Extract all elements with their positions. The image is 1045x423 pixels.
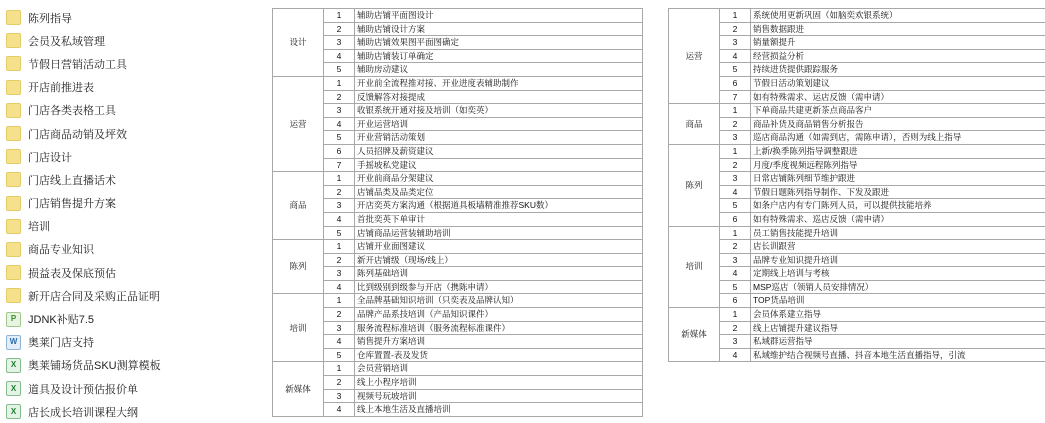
table-row [669, 117, 1045, 131]
table-index-cell: 1 [324, 240, 355, 254]
table-text-cell: 店长训跟营 [751, 240, 1045, 254]
table-row [273, 76, 643, 90]
table-index-cell: 2 [720, 117, 751, 131]
table-index-cell: 4 [324, 280, 355, 294]
table-row [669, 212, 1045, 226]
table-index-cell: 5 [720, 199, 751, 213]
table-text-cell: 开业前商品分架建议 [355, 172, 643, 186]
table-text-cell: 私域群运营指导 [751, 335, 1045, 349]
file-name-label: 损益表及保底预估 [28, 265, 116, 281]
file-name-label: 商品专业知识 [28, 241, 94, 257]
table-text-cell: 节假日题陈列指导制作、下发及跟进 [751, 185, 1045, 199]
table-text-cell: 辅助店铺平面图设计 [355, 9, 643, 23]
table-category-cell: 陈列 [273, 240, 324, 294]
table-index-cell: 1 [720, 308, 751, 322]
table-text-cell: MSP巡店（领销人员安排情况） [751, 280, 1045, 294]
table-index-cell: 3 [324, 199, 355, 213]
table-row [669, 22, 1045, 36]
table-text-cell: 服务流程标准培训（服务流程标准课件） [355, 321, 643, 335]
table-text-cell: 品牌专业知识提升培训 [751, 253, 1045, 267]
table-row [669, 226, 1045, 240]
file-list-item[interactable] [0, 29, 200, 52]
file-list-item[interactable] [0, 377, 200, 400]
table-index-cell: 4 [324, 335, 355, 349]
table-index-cell: 6 [720, 212, 751, 226]
file-name-label: 奥莱铺场货品SKU测算模板 [28, 357, 161, 373]
table-text-cell: 开业营销活动策划 [355, 131, 643, 145]
file-name-label: 门店销售提升方案 [28, 195, 116, 211]
table-row [273, 212, 643, 226]
support-table-ongoing [668, 8, 1045, 362]
table-index-cell: 4 [324, 117, 355, 131]
table-text-cell: 下单商品共建更新茶点商品客户 [751, 104, 1045, 118]
table-text-cell: 上新/换季陈列指导调整跟进 [751, 144, 1045, 158]
folder-icon [6, 219, 21, 234]
table-text-cell: 私域维护结合视频号直播、抖音本地生活直播指导，引流 [751, 348, 1045, 362]
table-row [273, 253, 643, 267]
table-index-cell: 2 [324, 185, 355, 199]
table-index-cell: 1 [324, 362, 355, 376]
table-row [273, 185, 643, 199]
file-list-item[interactable] [0, 122, 200, 145]
table-index-cell: 1 [720, 9, 751, 23]
table-row [669, 321, 1045, 335]
table-row [669, 253, 1045, 267]
table-index-cell: 2 [720, 22, 751, 36]
table-category-cell: 运营 [669, 9, 720, 104]
file-name-label: 节假日营销活动工具 [28, 56, 127, 72]
table-row [273, 199, 643, 213]
table-row [669, 131, 1045, 145]
table-index-cell: 4 [720, 185, 751, 199]
table-index-cell: 5 [720, 63, 751, 77]
table-index-cell: 3 [720, 172, 751, 186]
table-index-cell: 4 [324, 49, 355, 63]
file-name-label: JDNK补贴7.5 [28, 311, 94, 327]
table-category-cell: 商品 [669, 104, 720, 145]
table-row [273, 36, 643, 50]
table-index-cell: 5 [324, 348, 355, 362]
folder-icon [6, 103, 21, 118]
file-list-item[interactable] [0, 76, 200, 99]
table-text-cell: 商品补货及商品销售分析报告 [751, 117, 1045, 131]
table-index-cell: 6 [720, 294, 751, 308]
table-row [273, 49, 643, 63]
table-row [669, 199, 1045, 213]
table-category-cell: 培训 [273, 294, 324, 362]
table-text-cell: 手摇坡私党建议 [355, 158, 643, 172]
file-list-item[interactable] [0, 331, 200, 354]
file-name-label: 门店线上直播话术 [28, 172, 116, 188]
table-row [273, 403, 643, 417]
table-text-cell: 首批奕英下单审计 [355, 212, 643, 226]
file-name-label: 道具及设计预估报价单 [28, 381, 138, 397]
pdf-icon: P [6, 312, 21, 327]
table-text-cell: 辅助店铺设计方案 [355, 22, 643, 36]
table-row [669, 185, 1045, 199]
table-row [273, 376, 643, 390]
table-text-cell: 日常店铺陈列细节维护跟进 [751, 172, 1045, 186]
table-index-cell: 6 [324, 144, 355, 158]
table-text-cell: 仓库置置-表及发货 [355, 348, 643, 362]
table-index-cell: 5 [324, 226, 355, 240]
file-list-item[interactable] [0, 284, 200, 307]
table-index-cell: 1 [324, 76, 355, 90]
table-text-cell: 线上小程序培训 [355, 376, 643, 390]
folder-icon [6, 56, 21, 71]
table-index-cell: 4 [720, 267, 751, 281]
table-index-cell: 1 [324, 294, 355, 308]
table-row [273, 280, 643, 294]
folder-icon [6, 126, 21, 141]
file-name-label: 开店前推进表 [28, 79, 94, 95]
table-index-cell: 3 [720, 335, 751, 349]
table-index-cell: 4 [720, 348, 751, 362]
table-row [273, 90, 643, 104]
file-list-item[interactable] [0, 6, 200, 29]
table-index-cell: 2 [720, 240, 751, 254]
table-row [669, 335, 1045, 349]
file-name-label: 门店各类表格工具 [28, 102, 116, 118]
table-row [669, 104, 1045, 118]
table-row [273, 362, 643, 376]
table-row [669, 158, 1045, 172]
table-text-cell: 开店奕英方案沟通（根据道具板墙精准推荐SKU数） [355, 199, 643, 213]
table-index-cell: 5 [324, 131, 355, 145]
table-text-cell: 销售数据跟进 [751, 22, 1045, 36]
table-row [669, 90, 1045, 104]
table-row [669, 172, 1045, 186]
xls-icon: X [6, 358, 21, 373]
table-row [273, 104, 643, 118]
table-row [273, 267, 643, 281]
table-row [273, 321, 643, 335]
file-list-item[interactable] [0, 168, 200, 191]
table-index-cell: 5 [720, 280, 751, 294]
table-index-cell: 1 [720, 144, 751, 158]
table-index-cell: 3 [324, 104, 355, 118]
folder-icon [6, 10, 21, 25]
table-index-cell: 6 [720, 76, 751, 90]
table-text-cell: 如有特殊需求、运店反馈（需申请） [751, 90, 1045, 104]
folder-icon [6, 33, 21, 48]
table-category-cell: 设计 [273, 9, 324, 77]
table-index-cell: 3 [720, 131, 751, 145]
table-row [273, 308, 643, 322]
table-text-cell: 员工销售技能提升培训 [751, 226, 1045, 240]
table-text-cell: 经营损益分析 [751, 49, 1045, 63]
table-row [273, 144, 643, 158]
file-list-item[interactable] [0, 307, 200, 330]
xls-icon: X [6, 404, 21, 419]
table-index-cell: 4 [324, 403, 355, 417]
folder-icon [6, 288, 21, 303]
file-name-label: 培训 [28, 218, 50, 234]
table-text-cell: 辅助店铺装订单确定 [355, 49, 643, 63]
table-index-cell: 2 [324, 376, 355, 390]
table-index-cell: 2 [324, 253, 355, 267]
table-row [669, 76, 1045, 90]
table-index-cell: 1 [720, 226, 751, 240]
table-index-cell: 4 [324, 212, 355, 226]
table-row [273, 348, 643, 362]
file-name-label: 奥莱门店支持 [28, 334, 94, 350]
table-text-cell: 新开店铺级（现场/线上） [355, 253, 643, 267]
table-index-cell: 2 [324, 22, 355, 36]
table-index-cell: 3 [324, 36, 355, 50]
folder-icon [6, 242, 21, 257]
table-index-cell: 1 [324, 172, 355, 186]
table-row [273, 63, 643, 77]
folder-icon [6, 149, 21, 164]
file-name-label: 门店商品动销及坪效 [28, 126, 127, 142]
file-list-item[interactable] [0, 192, 200, 215]
table-row [273, 335, 643, 349]
table-row [273, 131, 643, 145]
table-category-cell: 培训 [669, 226, 720, 308]
table-text-cell: 会员体系建立指导 [751, 308, 1045, 322]
table-row [273, 22, 643, 36]
file-name-label: 门店设计 [28, 149, 72, 165]
table-text-cell: 月度/季度视频远程陈列指导 [751, 158, 1045, 172]
table-index-cell: 1 [324, 9, 355, 23]
table-index-cell: 7 [720, 90, 751, 104]
table-row [669, 294, 1045, 308]
file-list-item[interactable] [0, 145, 200, 168]
table-row [669, 280, 1045, 294]
table-text-cell: 视频号玩坡培训 [355, 389, 643, 403]
file-list-item[interactable] [0, 261, 200, 284]
folder-icon [6, 265, 21, 280]
table-text-cell: 辅助房动建议 [355, 63, 643, 77]
table-index-cell: 2 [720, 158, 751, 172]
table-text-cell: 持续进货提供跟踪服务 [751, 63, 1045, 77]
table-row [669, 49, 1045, 63]
table-row [273, 172, 643, 186]
table-index-cell: 1 [720, 104, 751, 118]
table-index-cell: 2 [720, 321, 751, 335]
table-row [273, 117, 643, 131]
table-index-cell: 3 [720, 36, 751, 50]
table-text-cell: 巡店商品沟通（如需到店，需陈申请），否则为线上指导 [751, 131, 1045, 145]
support-table-opening [272, 8, 643, 417]
table-text-cell: TOP货品培训 [751, 294, 1045, 308]
table-text-cell: 比到级别到级参与开店（携陈申请） [355, 280, 643, 294]
doc-icon: W [6, 335, 21, 350]
file-list-item[interactable] [0, 354, 200, 377]
file-list-item[interactable] [0, 238, 200, 261]
table-text-cell: 人员招牌及薪资建议 [355, 144, 643, 158]
file-name-label: 新开店合同及采购正品证明 [28, 288, 160, 304]
table-text-cell: 开业运营培训 [355, 117, 643, 131]
file-list-item[interactable] [0, 400, 200, 423]
table-row [669, 36, 1045, 50]
table-row [669, 348, 1045, 362]
table-text-cell: 节假日活动策划建议 [751, 76, 1045, 90]
folder-icon [6, 172, 21, 187]
table-index-cell: 4 [720, 49, 751, 63]
table-row [273, 389, 643, 403]
file-list-sidebar [0, 0, 200, 403]
table-text-cell: 辅助店铺效果图平面图确定 [355, 36, 643, 50]
file-name-label: 陈列指导 [28, 10, 72, 26]
table-index-cell: 3 [324, 389, 355, 403]
table-row [669, 240, 1045, 254]
table-text-cell: 店铺开业面图建议 [355, 240, 643, 254]
folder-icon [6, 196, 21, 211]
xls-icon: X [6, 381, 21, 396]
table-category-cell: 运营 [273, 76, 324, 171]
table-text-cell: 反馈解答对接提成 [355, 90, 643, 104]
table-row [669, 63, 1045, 77]
table-category-cell: 陈列 [669, 144, 720, 226]
file-list-item[interactable] [0, 99, 200, 122]
table-index-cell: 2 [324, 90, 355, 104]
table-text-cell: 收银系统开通对接及培训（如奕英） [355, 104, 643, 118]
table-row [273, 240, 643, 254]
table-text-cell: 线上本地生活及直播培训 [355, 403, 643, 417]
table-text-cell: 销售提升方案培训 [355, 335, 643, 349]
table-text-cell: 店铺品类及品类定位 [355, 185, 643, 199]
table-text-cell: 系统使用更新巩固（如脑奕欢银系统） [751, 9, 1045, 23]
table-index-cell: 5 [324, 63, 355, 77]
file-list-item[interactable] [0, 52, 200, 75]
table-row [273, 294, 643, 308]
file-list-item[interactable] [0, 215, 200, 238]
table-text-cell: 销量额提升 [751, 36, 1045, 50]
table-index-cell: 3 [324, 267, 355, 281]
table-index-cell: 7 [324, 158, 355, 172]
table-row [273, 9, 643, 23]
table-index-cell: 2 [324, 308, 355, 322]
table-text-cell: 开业前全流程推对接、开业进度表辅助制作 [355, 76, 643, 90]
table-row [669, 308, 1045, 322]
table-text-cell: 品牌产品系技培训（产品知识课件） [355, 308, 643, 322]
table-row [669, 9, 1045, 23]
table-text-cell: 如条户店内有专门陈列人员，可以提供技能培养 [751, 199, 1045, 213]
table-index-cell: 3 [720, 253, 751, 267]
table-row [273, 158, 643, 172]
file-name-label: 店长成长培训课程大纲 [28, 404, 138, 420]
table-text-cell: 陈列基础培训 [355, 267, 643, 281]
table-category-cell: 商品 [273, 172, 324, 240]
table-row [669, 144, 1045, 158]
table-index-cell: 3 [324, 321, 355, 335]
table-text-cell: 如有特殊需求、巡店反馈（需申请） [751, 212, 1045, 226]
table-text-cell: 全品牌基础知识培训（只奕表及品牌认知） [355, 294, 643, 308]
table-category-cell: 新媒体 [273, 362, 324, 416]
table-row [273, 226, 643, 240]
folder-icon [6, 80, 21, 95]
table-category-cell: 新媒体 [669, 308, 720, 362]
table-text-cell: 线上店铺提升建议指导 [751, 321, 1045, 335]
file-name-label: 会员及私域管理 [28, 33, 105, 49]
table-text-cell: 店铺商品运营装辅助培训 [355, 226, 643, 240]
table-text-cell: 定期线上培训与考核 [751, 267, 1045, 281]
table-row [669, 267, 1045, 281]
table-text-cell: 会员营销培训 [355, 362, 643, 376]
